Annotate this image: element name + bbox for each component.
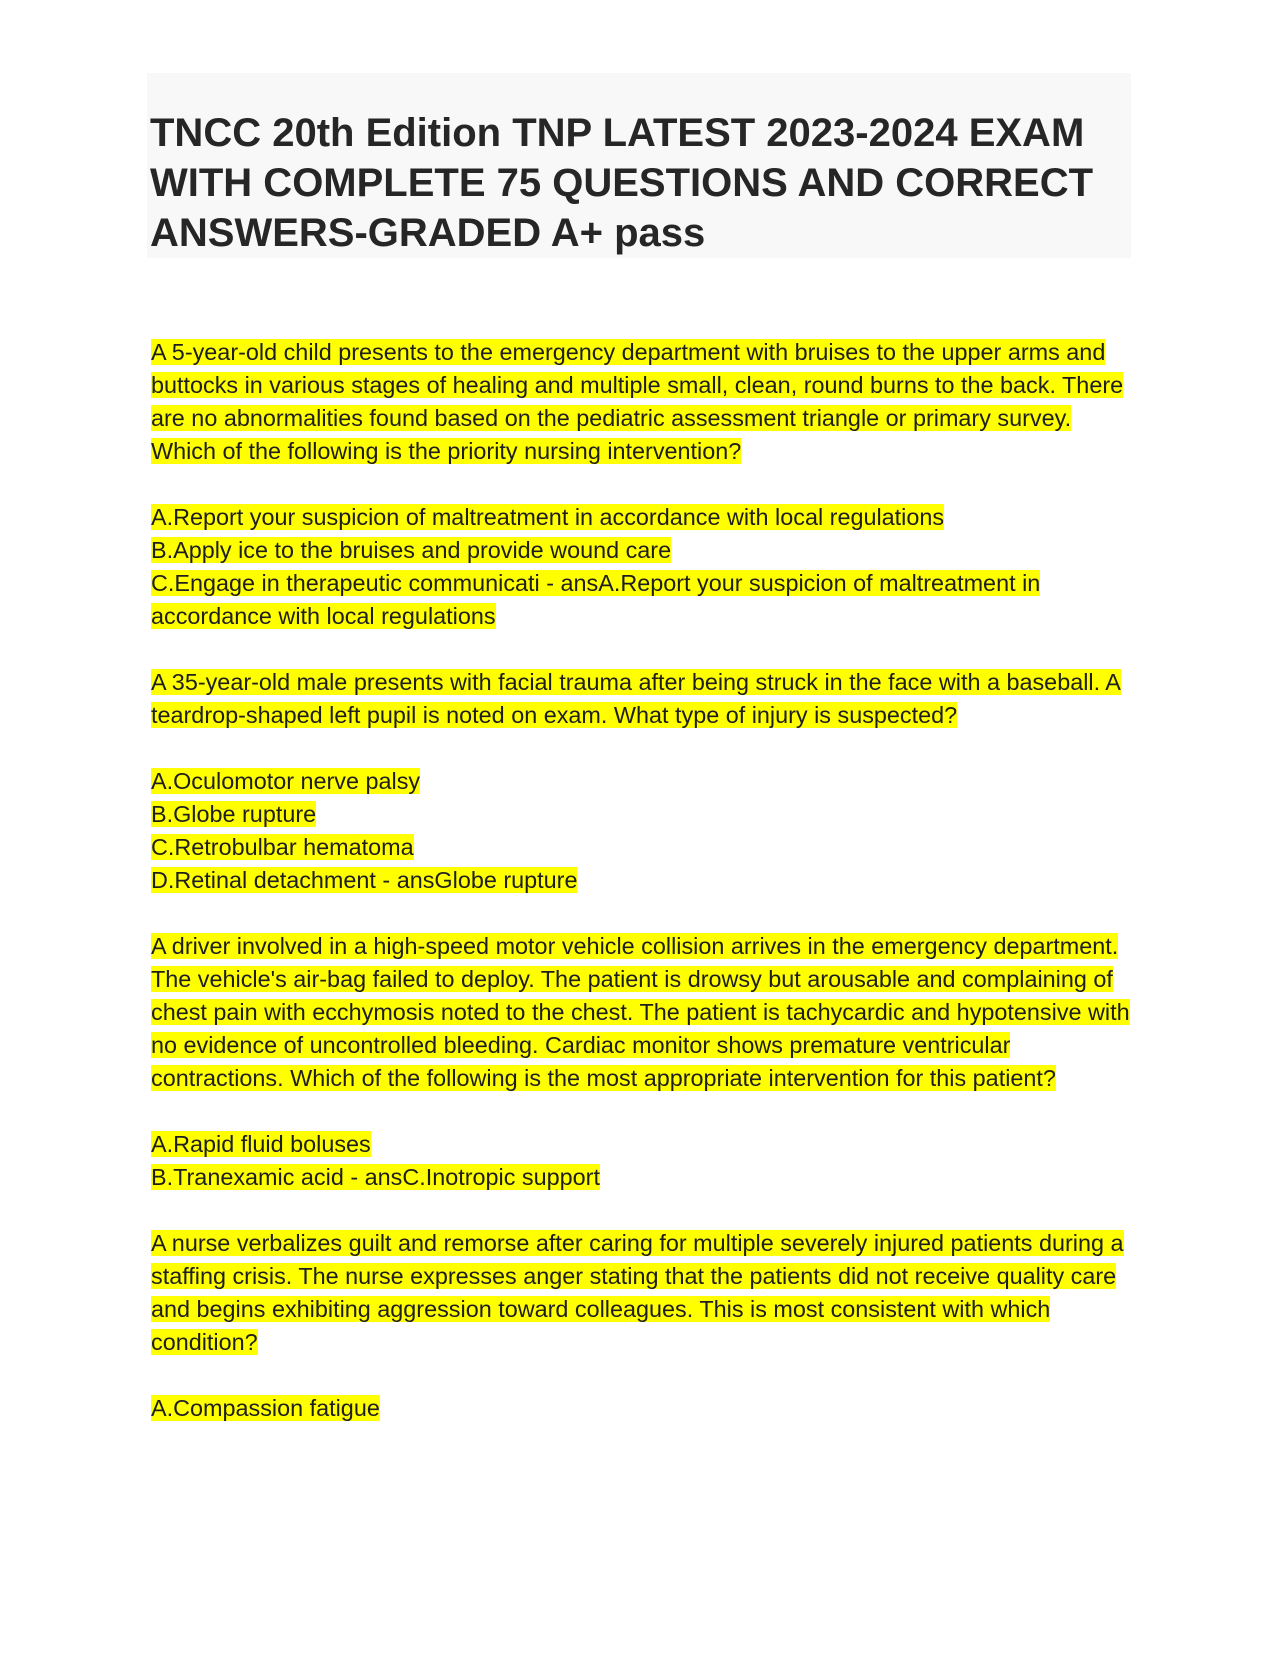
question-1-option bbox=[151, 567, 1136, 633]
question-1-stem bbox=[151, 336, 1136, 468]
question-2-option bbox=[151, 798, 1136, 831]
question-2-stem bbox=[151, 666, 1136, 732]
question-3-stem-text: A driver involved in a high-speed motor vehicle collision arrives in the emergency department. The vehicle's air-bag failed to deploy. The patient is drowsy but arousable and complaining of chest pain with ecchymosis noted to the chest. The patient is tachycardic and hypotensive with no evidence of uncontrolled bleeding. Cardiac monitor shows premature ventricular contractions. Which of the following is the most appropriate intervention for this patient? bbox=[151, 933, 1130, 1091]
question-1-option-c-answer: C.Engage in therapeutic communicati - ansA.Report your suspicion of maltreatment in accordance with local regulations bbox=[151, 570, 1041, 629]
question-1-option-a: A.Report your suspicion of maltreatment in accordance with local regulations bbox=[151, 504, 945, 530]
question-2-options bbox=[151, 765, 1136, 897]
question-3-option-a: A.Rapid fluid boluses bbox=[151, 1131, 371, 1157]
question-3-options bbox=[151, 1128, 1136, 1194]
question-4-options bbox=[151, 1392, 1136, 1425]
question-2-option-a: A.Oculomotor nerve palsy bbox=[151, 768, 421, 794]
question-2-option-d-answer: D.Retinal detachment - ansGlobe rupture bbox=[151, 867, 578, 893]
question-2-option bbox=[151, 831, 1136, 864]
question-3-option bbox=[151, 1161, 1136, 1194]
document-title: TNCC 20th Edition TNP LATEST 2023-2024 EXAM WITH COMPLETE 75 QUESTIONS AND CORRECT ANSWERS-GRADED A+ pass bbox=[150, 111, 1094, 255]
question-2-stem-text: A 35-year-old male presents with facial trauma after being struck in the face with a baseball. A teardrop-shaped left pupil is noted on exam. What type of injury is suspected? bbox=[151, 669, 1121, 728]
question-1-option bbox=[151, 501, 1136, 534]
question-2-option-b: B.Globe rupture bbox=[151, 801, 317, 827]
question-3-option-b-answer: B.Tranexamic acid - ansC.Inotropic support bbox=[151, 1164, 600, 1190]
question-1-stem-text: A 5-year-old child presents to the emergency department with bruises to the upper arms and buttocks in various stages of healing and multiple small, clean, round burns to the back. There are no abnormalities found based on the pediatric assessment triangle or primary survey. Which of the following is the priority nursing intervention? bbox=[151, 339, 1124, 464]
question-4-option-a: A.Compassion fatigue bbox=[151, 1395, 380, 1421]
question-1-option bbox=[151, 534, 1136, 567]
question-4-stem-text: A nurse verbalizes guilt and remorse after caring for multiple severely injured patients during a staffing crisis. The nurse expresses anger stating that the patients did not receive quality care and begins exhibiting aggression toward colleagues. This is most consistent with which condition? bbox=[151, 1230, 1124, 1355]
question-2-option-c: C.Retrobulbar hematoma bbox=[151, 834, 414, 860]
question-3-stem bbox=[151, 930, 1136, 1095]
question-2-option bbox=[151, 864, 1136, 897]
question-1-options bbox=[151, 501, 1136, 633]
question-4-option bbox=[151, 1392, 1136, 1425]
question-4-stem bbox=[151, 1227, 1136, 1359]
document-body bbox=[151, 336, 1136, 1458]
question-2-option bbox=[151, 765, 1136, 798]
question-1-option-b: B.Apply ice to the bruises and provide wound care bbox=[151, 537, 672, 563]
question-3-option bbox=[151, 1128, 1136, 1161]
